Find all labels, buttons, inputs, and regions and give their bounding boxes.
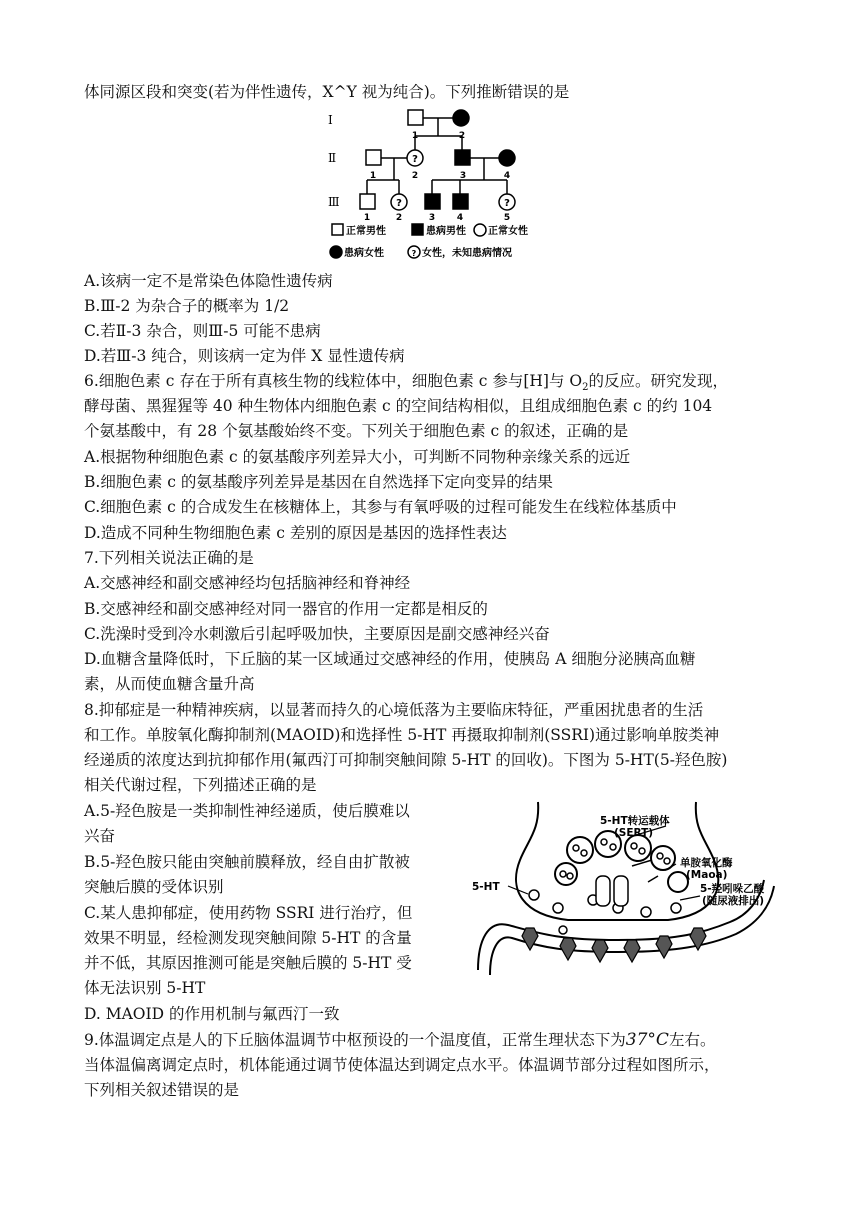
metabolite-label: (随尿液排出) (702, 895, 765, 907)
unknown-mark: ? (412, 154, 418, 165)
option-a-cont: 兴奋 (84, 827, 116, 845)
maoa-label: 单胺氧化酶 (680, 857, 733, 869)
affected-male (453, 194, 468, 209)
individual-number: 2 (411, 171, 419, 181)
option-a: A.5-羟色胺是一类抑制性神经递质，使后膜难以 (84, 802, 410, 820)
question-7: 7.下列相关说法正确的是 (84, 549, 254, 567)
option-a: A.根据物种细胞色素 c 的氨基酸序列差异大小，可判断不同物种亲缘关系的远近 (84, 448, 631, 466)
option-b: B.5-羟色胺只能由突触前膜释放，经自由扩散被 (84, 853, 410, 871)
legend-label: 正常男性 (346, 226, 386, 237)
legend-label: 女性，未知患病情况 (422, 248, 512, 259)
generation-label: Ⅲ (328, 195, 340, 209)
individual-number: 3 (428, 213, 436, 223)
question-8-line: 8.抑郁症是一种精神疾病，以显著而持久的心境低落为主要临床特征，严重困扰患者的生活 (84, 701, 704, 719)
legend-label: 患病男性 (426, 226, 466, 237)
option-c-cont: 效果不明显，经检测发现突触间隙 5-HT 的含量 (84, 929, 412, 947)
individual-number: 1 (411, 131, 419, 141)
individual-number: 2 (458, 131, 466, 141)
metabolite-label: 5-羟吲哚乙酸 (700, 883, 765, 895)
question-8-line: 相关代谢过程，下列描述正确的是 (84, 776, 317, 794)
maoa-label: (Maoa) (686, 869, 728, 881)
option-d: D. MAOID 的作用机制与氟西汀一致 (84, 1005, 340, 1023)
option-d-cont: 素，从而使血糖含量升高 (84, 675, 255, 693)
question-8-line: 经递质的浓度达到抗抑郁作用(氟西汀可抑制突触间隙 5-HT 的回收)。下图为 5-HT(5-羟色胺) (84, 751, 728, 769)
option-c: C.某人患抑郁症，使用药物 SSRI 进行治疗，但 (84, 904, 413, 922)
legend-normal-female-symbol (474, 224, 486, 236)
option-b: B.细胞色素 c 的氨基酸序列差异是基因在自然选择下定向变异的结果 (84, 473, 553, 491)
unknown-mark: ? (504, 198, 510, 209)
option-a: A.交感神经和副交感神经均包括脑神经和脊神经 (84, 574, 411, 592)
question-9-line: 下列相关叙述错误的是 (84, 1081, 240, 1099)
question-6-line: 个氨基酸中，有 28 个氨基酸始终不变。下列关于细胞色素 c 的叙述，正确的是 (84, 422, 629, 440)
sert-label: 5-HT转运载体 (600, 815, 670, 827)
individual-number: 4 (503, 171, 511, 181)
normal-male (360, 194, 375, 209)
option-d: D.血糖含量降低时，下丘脑的某一区域通过交感神经的作用，使胰岛 A 细胞分泌胰高血糖 (84, 650, 696, 668)
legend-affected-female-symbol (330, 246, 342, 258)
affected-male (455, 150, 470, 165)
question-6-line: 酵母菌、黑猩猩等 40 种生物体内细胞色素 c 的空间结构相似，且组成细胞色素 c 的约 104 (84, 397, 713, 415)
unknown-mark: ? (396, 198, 402, 209)
sert-label: (SERT) (614, 827, 654, 839)
option-c: C.洗澡时受到冷水刺激后引起呼吸加快，主要原因是副交感神经兴奋 (84, 625, 550, 643)
option-d: D.若Ⅲ-3 纯合，则该病一定为伴 X 显性遗传病 (84, 347, 405, 365)
option-b: B.Ⅲ-2 为杂合子的概率为 1/2 (84, 297, 290, 315)
legend-normal-male-symbol (332, 224, 343, 235)
option-c-cont: 并不低，其原因推测可能是突触后膜的 5-HT 受 (84, 954, 412, 972)
affected-male (425, 194, 440, 209)
option-b-cont: 突触后膜的受体识别 (84, 878, 224, 896)
option-a: A.该病一定不是常染色体隐性遗传病 (84, 272, 333, 290)
option-c: C.若Ⅱ-3 杂合，则Ⅲ-5 可能不患病 (84, 322, 321, 340)
normal-male (408, 110, 423, 125)
normal-male (366, 150, 381, 165)
option-d: D.造成不同种生物细胞色素 c 差别的原因是基因的选择性表达 (84, 524, 507, 542)
option-b: B.交感神经和副交感神经对同一器官的作用一定都是相反的 (84, 600, 488, 618)
legend-label: 正常女性 (488, 226, 528, 237)
individual-number: 4 (456, 213, 464, 223)
option-c: C.细胞色素 c 的合成发生在核糖体上，其参与有氧呼吸的过程可能发生在线粒体基质中 (84, 498, 677, 516)
unknown-mark: ? (411, 249, 417, 258)
individual-number: 5 (503, 213, 511, 223)
individual-number: 1 (369, 171, 377, 181)
synapse-diagram (468, 800, 788, 980)
generation-label: Ⅱ (328, 151, 337, 165)
option-c-cont: 体无法识别 5-HT (84, 979, 206, 997)
question-9-line: 当体温偏离调定点时，机体能通过调节使体温达到调定点水平。体温调节部分过程如图所示， (84, 1056, 720, 1074)
question-9-line: 9.体温调定点是人的下丘脑体温调节中枢预设的一个温度值，正常生理状态下为37°C左右。 (84, 1030, 716, 1050)
serotonin-label: 5-HT (472, 881, 500, 893)
individual-number: 1 (363, 213, 371, 223)
individual-number: 3 (459, 171, 467, 181)
text-line: 体同源区段和突变(若为伴性遗传，X^Y 视为纯合)。下列推断错误的是 (84, 83, 570, 101)
generation-label: Ⅰ (328, 113, 333, 127)
affected-female (453, 110, 469, 126)
affected-female (499, 150, 515, 166)
legend-label: 患病女性 (344, 248, 384, 259)
legend-affected-male-symbol (412, 224, 423, 235)
question-6-line: 6.细胞色素 c 存在于所有真核生物的线粒体中，细胞色素 c 参与[H]与 $O_2$的反应。研究发现， (84, 372, 728, 394)
individual-number: 2 (395, 213, 403, 223)
question-8-line: 和工作。单胺氧化酶抑制剂(MAOID)和选择性 5-HT 再摄取抑制剂(SSRI)通过影响单胺类神 (84, 726, 720, 744)
pedigree-chart (322, 106, 552, 266)
